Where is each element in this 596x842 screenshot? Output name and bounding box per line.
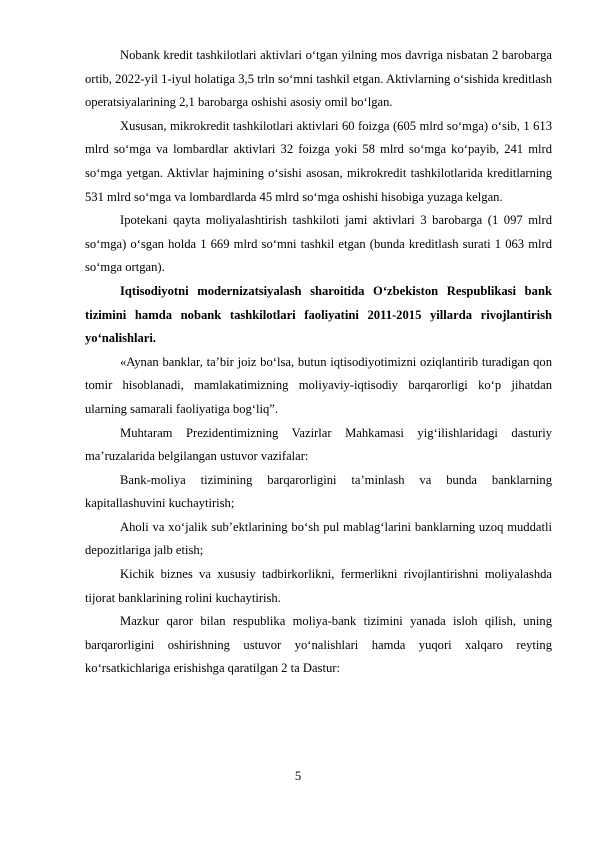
- paragraph-task-deposits: Aholi va xo‘jalik sub’ektlarining bo‘sh pul mablag‘larini banklarning uzoq muddatli depozitlariga jalb etish;: [85, 519, 552, 558]
- paragraph-mortgage-refinancing: Ipotekani qayta moliyalashtirish tashkiloti jami aktivlari 3 barobarga (1 097 mlrd so‘mga) o‘sgan holda 1 669 mlrd so‘mni tashkil etgan (bunda kreditlash surati 1 063 mlrd so‘mga ortgan).: [85, 213, 552, 275]
- paragraph-priority-tasks: Muhtaram Prezidentimizning Vazirlar Mahkamasi yig‘ilishlaridagi dasturiy ma’ruzalarida belgilangan ustuvor vazifalar:: [85, 425, 552, 464]
- paragraph-task-capitalization: Bank-moliya tizimining barqarorligini ta’minlash va bunda banklarning kapitallashuvini kuchaytirish;: [85, 472, 552, 511]
- paragraph-programs: Mazkur qaror bilan respublika moliya-bank tizimini yanada isloh qilish, uning barqarorligini oshirishning ustuvor yo‘nalishlari hamda yuqori xalqaro reyting ko‘rsatkichlariga erishishga qaratilgan 2 ta Dastur:: [85, 614, 552, 676]
- paragraph-task-small-business: Kichik biznes va xususiy tadbirkorlikni, fermerlikni rivojlantirishni moliyalashda tijorat banklarining rolini kuchaytirish.: [85, 567, 552, 605]
- paragraph-microcredit: Xususan, mikrokredit tashkilotlari aktivlari 60 foizga (605 mlrd so‘mga) o‘sib, 1 613 mlrd so‘mga va lombardlar aktivlari 32 foizga yoki 58 mlrd so‘mga ko‘payib, 241 mlrd so‘mga yetgan. Aktivlar hajmining o‘sishi asosan, mikrokredit tashkilotlarida kreditlarning 531 mlrd so‘mga va lombardlarda 45 mlrd so‘mga oshishi hisobiga yuzaga kelgan.: [85, 118, 552, 204]
- section-heading: Iqtisodiyotni modernizatsiyalash sharoitida O‘zbekiston Respublikasi bank tizimini hamda nobank tashkilotlari faoliyatini 2011-2015 yillarda rivojlantirish yo‘nalishlari.: [85, 283, 552, 346]
- paragraph-nobank-assets: Nobank kredit tashkilotlari aktivlari o‘tgan yilning mos davriga nisbatan 2 barobarga ortib, 2022-yil 1-iyul holatiga 3,5 trln so‘mni tashkil etgan. Aktivlarning o‘sishida kreditlash operatsiyalarining 2,1 barobarga oshishi asosiy omil bo‘lgan.: [85, 48, 552, 110]
- document-body: [85, 44, 552, 681]
- page-number: 5: [294, 769, 302, 783]
- paragraph-quote: «Aynan banklar, ta’bir joiz bo‘lsa, butun iqtisodiyotimizni oziqlantirib turadigan qon tomir hisoblanadi, mamlakatimizning moliyaviy-iqtisodiy barqarorligi ko‘p jihatdan ularning samarali faoliyatiga bog‘liq”.: [85, 354, 552, 416]
